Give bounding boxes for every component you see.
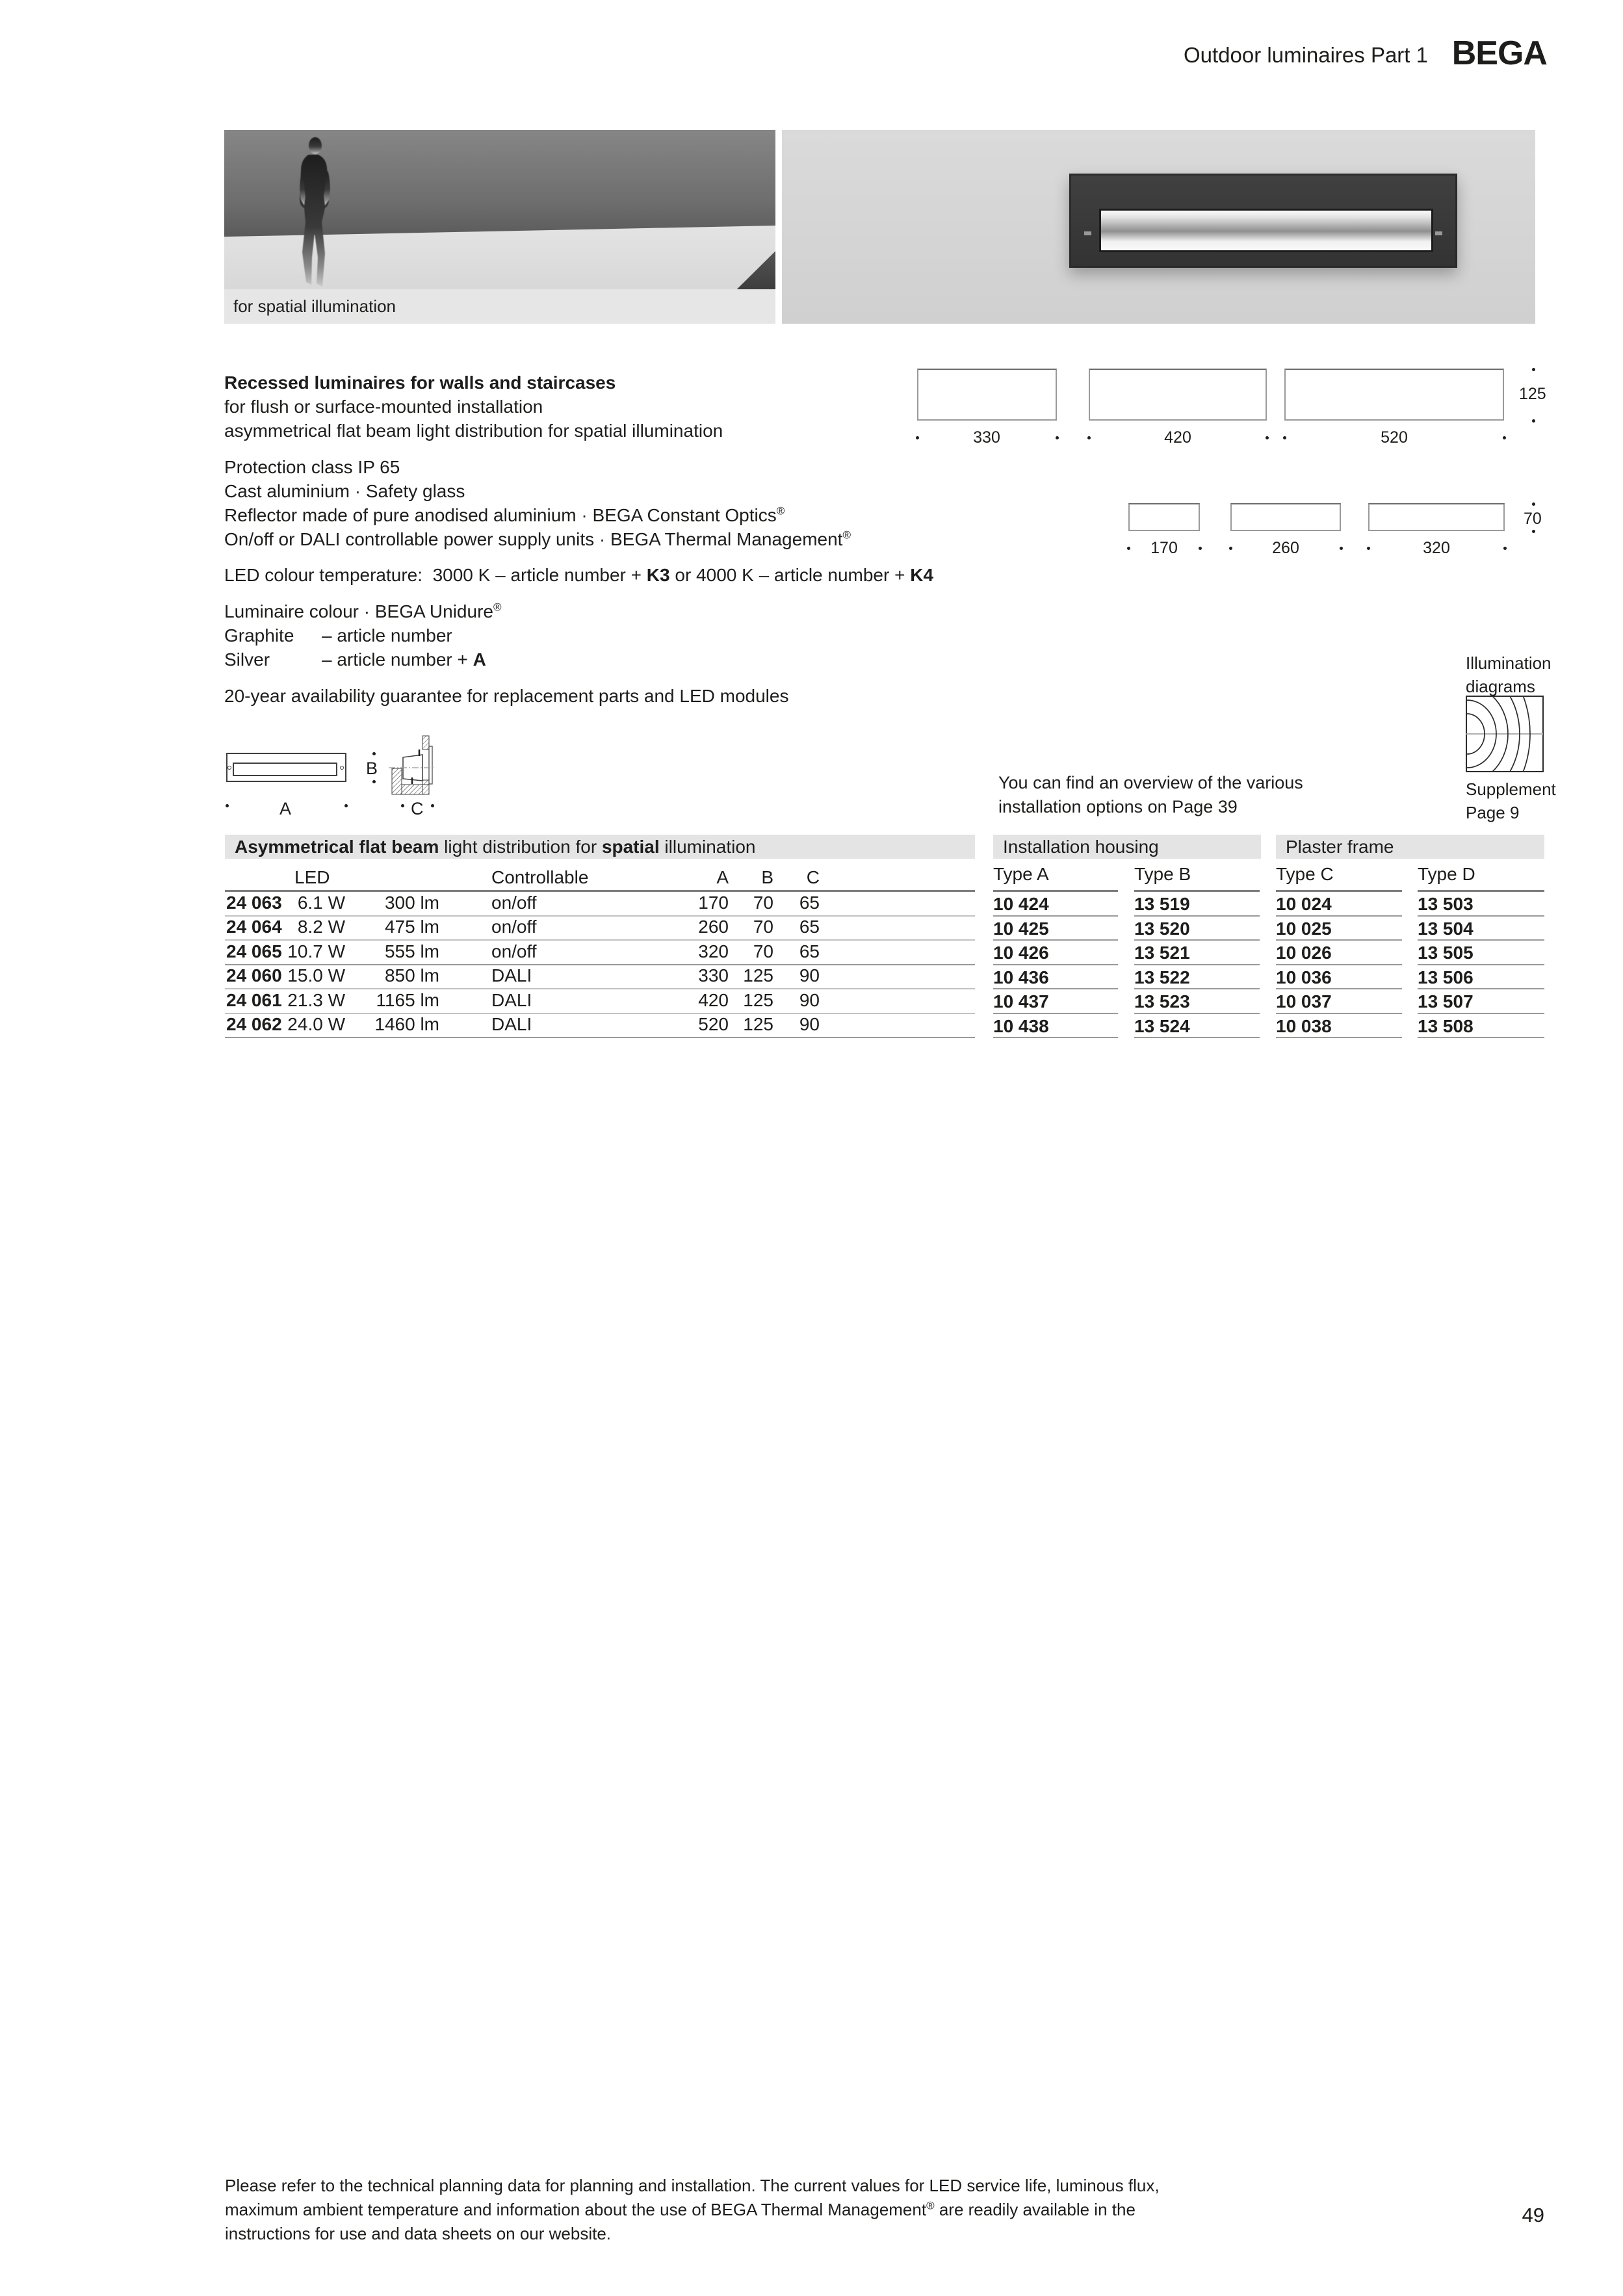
spec-line: On/off or DALI controllable power supply units · BEGA Thermal Management® xyxy=(224,528,851,549)
frame-type-c-column xyxy=(1276,859,1402,1038)
main-table-header-row xyxy=(225,859,975,892)
housing-type-a-column xyxy=(993,859,1118,1038)
led-colour-line: LED colour temperature: 3000 K – article number + K3 or 4000 K – article number + K4 xyxy=(224,565,934,585)
dim-dot xyxy=(401,804,404,807)
illumination-diagram-icon xyxy=(1466,696,1544,772)
registered-mark: ® xyxy=(776,504,785,517)
dim-width-label: 330 xyxy=(973,428,1000,447)
dim-dot xyxy=(1532,502,1535,506)
dim-dot xyxy=(1283,436,1286,439)
article-number: 13 520 xyxy=(1134,917,1260,941)
article-number: 24 063 xyxy=(226,892,282,913)
spec-line: Cast aluminium · Safety glass xyxy=(224,481,465,501)
dim-width-label: 260 xyxy=(1272,539,1299,557)
dim-dot xyxy=(1199,547,1202,550)
article-number: 13 506 xyxy=(1418,965,1544,990)
supplement-label: Supplement Page 9 xyxy=(1466,779,1556,822)
product-photo xyxy=(782,130,1535,324)
article-number: 10 026 xyxy=(1276,941,1402,965)
article-number: 13 519 xyxy=(1134,892,1260,917)
dimension-sketch-320 xyxy=(1368,503,1505,531)
bega-logo: BEGA xyxy=(1451,34,1547,72)
col-header-type-b: Type B xyxy=(1134,859,1260,892)
screw-icon xyxy=(340,766,344,770)
screw-icon xyxy=(1435,231,1442,235)
spec-line: Reflector made of pure anodised aluminium · BEGA Constant Optics® xyxy=(224,504,785,525)
dim-dot xyxy=(1229,547,1232,550)
article-number: 13 505 xyxy=(1418,941,1544,965)
article-number: 10 438 xyxy=(993,1014,1118,1039)
col-header-type-a: Type A xyxy=(993,859,1118,892)
dim-dot xyxy=(1127,547,1130,550)
colour-silver-line: Silver – article number + A xyxy=(224,649,486,670)
colour-line: Luminaire colour · BEGA Unidure® xyxy=(224,601,502,621)
dim-dot xyxy=(431,804,434,807)
dim-dot xyxy=(344,804,348,807)
article-number: 10 025 xyxy=(1276,917,1402,941)
description-line: asymmetrical flat beam light distribution for spatial illumination xyxy=(224,421,723,441)
dimension-sketch-170 xyxy=(1128,503,1200,531)
dim-width-label: 170 xyxy=(1150,539,1178,557)
article-number: 10 424 xyxy=(993,892,1118,917)
dimension-sketch-420 xyxy=(1089,369,1267,421)
spec-line: Protection class IP 65 xyxy=(224,457,400,477)
article-number: 10 036 xyxy=(1276,965,1402,990)
col-header-a: A xyxy=(716,867,729,887)
dim-a-label: A xyxy=(279,799,292,818)
description-line: for flush or surface-mounted installation xyxy=(224,397,543,417)
col-header-controllable: Controllable xyxy=(491,867,589,887)
dim-width-label: 520 xyxy=(1381,428,1408,447)
article-number: 13 521 xyxy=(1134,941,1260,965)
table-row: 24 065 10.7 W 555 lm on/off 320 70 65 xyxy=(225,941,975,965)
dim-c-label: C xyxy=(411,799,424,818)
col-header-b: B xyxy=(761,867,773,887)
article-number: 10 024 xyxy=(1276,892,1402,917)
dim-dot xyxy=(1503,547,1507,550)
main-table-title: Asymmetrical flat beam light distribution for spatial illumination xyxy=(225,835,975,859)
installation-note: You can find an overview of the various installation options on Page 39 xyxy=(998,773,1303,816)
luminaire-image xyxy=(1069,174,1457,268)
dimension-sketch-260 xyxy=(1230,503,1341,531)
article-number: 13 508 xyxy=(1418,1014,1544,1039)
dim-dot xyxy=(1056,436,1059,439)
dim-dot xyxy=(1340,547,1343,550)
dimension-sketch-330 xyxy=(917,369,1057,421)
col-header-type-c: Type C xyxy=(1276,859,1402,892)
dim-dot xyxy=(226,804,229,807)
article-number: 13 523 xyxy=(1134,989,1260,1014)
article-number: 13 504 xyxy=(1418,917,1544,941)
front-view-glass xyxy=(233,763,337,776)
main-table xyxy=(225,859,975,1038)
dim-dot xyxy=(1367,547,1370,550)
col-header-led: LED xyxy=(294,867,330,887)
dim-dot xyxy=(372,752,376,755)
article-number: 24 065 xyxy=(226,941,282,961)
luminaire-glass xyxy=(1099,209,1433,252)
person-silhouette-icon xyxy=(289,137,341,289)
article-number: 24 062 xyxy=(226,1014,282,1034)
col-header-c: C xyxy=(806,867,820,887)
dim-dot xyxy=(372,780,376,783)
illumination-diagrams-label: Illumination diagrams xyxy=(1466,653,1552,696)
dim-b-label: B xyxy=(366,759,378,778)
frame-type-d-column xyxy=(1418,859,1544,1038)
dim-dot xyxy=(1532,419,1535,423)
page-title: Outdoor luminaires Part 1 xyxy=(1183,43,1428,67)
article-number: 24 060 xyxy=(226,965,282,985)
dim-dot xyxy=(1087,436,1091,439)
dim-width-label: 420 xyxy=(1164,428,1191,447)
product-title: Recessed luminaires for walls and staircases xyxy=(224,372,616,393)
article-number: 10 038 xyxy=(1276,1014,1402,1039)
dim-dot xyxy=(1266,436,1269,439)
dim-dot xyxy=(1532,368,1535,371)
dim-height-label: 125 xyxy=(1519,385,1546,403)
table-row: 24 064 8.2 W 475 lm on/off 260 70 65 xyxy=(225,917,975,941)
footer-note: Please refer to the technical planning data for planning and installation. The current values for LED service life, luminous flux, maximum ambient temperature and information about the use of BEGA Thermal Management® are readily available in the instructions for use and data sheets on our website. xyxy=(225,2176,1160,2243)
registered-mark: ® xyxy=(926,2199,935,2212)
frame-table-title: Plaster frame xyxy=(1276,835,1544,859)
photo-caption: for spatial illumination xyxy=(224,289,775,324)
article-number: 13 524 xyxy=(1134,1014,1260,1039)
dim-width-label: 320 xyxy=(1423,539,1450,557)
article-number: 10 425 xyxy=(993,917,1118,941)
colour-graphite-line: Graphite – article number xyxy=(224,625,452,646)
table-row: 24 061 21.3 W 1165 lm DALI 420 125 90 xyxy=(225,989,975,1014)
section-view-drawing xyxy=(389,732,435,797)
article-number: 24 064 xyxy=(226,917,282,937)
application-photo xyxy=(224,130,775,289)
screw-icon xyxy=(1084,231,1091,235)
article-number: 10 037 xyxy=(1276,989,1402,1014)
registered-mark: ® xyxy=(842,528,851,541)
page-number: 49 xyxy=(1522,2204,1544,2226)
col-header-type-d: Type D xyxy=(1418,859,1544,892)
article-number: 10 437 xyxy=(993,989,1118,1014)
table-row: 24 060 15.0 W 850 lm DALI 330 125 90 xyxy=(225,965,975,990)
dim-dot xyxy=(1503,436,1506,439)
housing-table-title: Installation housing xyxy=(993,835,1261,859)
article-number: 10 426 xyxy=(993,941,1118,965)
article-number: 13 522 xyxy=(1134,965,1260,990)
article-number: 10 436 xyxy=(993,965,1118,990)
guarantee-line: 20-year availability guarantee for replacement parts and LED modules xyxy=(224,686,789,706)
article-number: 13 503 xyxy=(1418,892,1544,917)
article-number: 13 507 xyxy=(1418,989,1544,1014)
housing-type-b-column xyxy=(1134,859,1260,1038)
dim-dot xyxy=(1532,530,1535,533)
screw-icon xyxy=(227,766,231,770)
dim-dot xyxy=(916,436,919,439)
article-number: 24 061 xyxy=(226,989,282,1010)
dimension-sketch-520 xyxy=(1284,369,1504,421)
dim-height-label: 70 xyxy=(1524,510,1542,528)
registered-mark: ® xyxy=(493,601,502,614)
table-row: 24 062 24.0 W 1460 lm DALI 520 125 90 xyxy=(225,1014,975,1039)
table-row: 24 063 6.1 W 300 lm on/off 170 70 65 xyxy=(225,892,975,917)
